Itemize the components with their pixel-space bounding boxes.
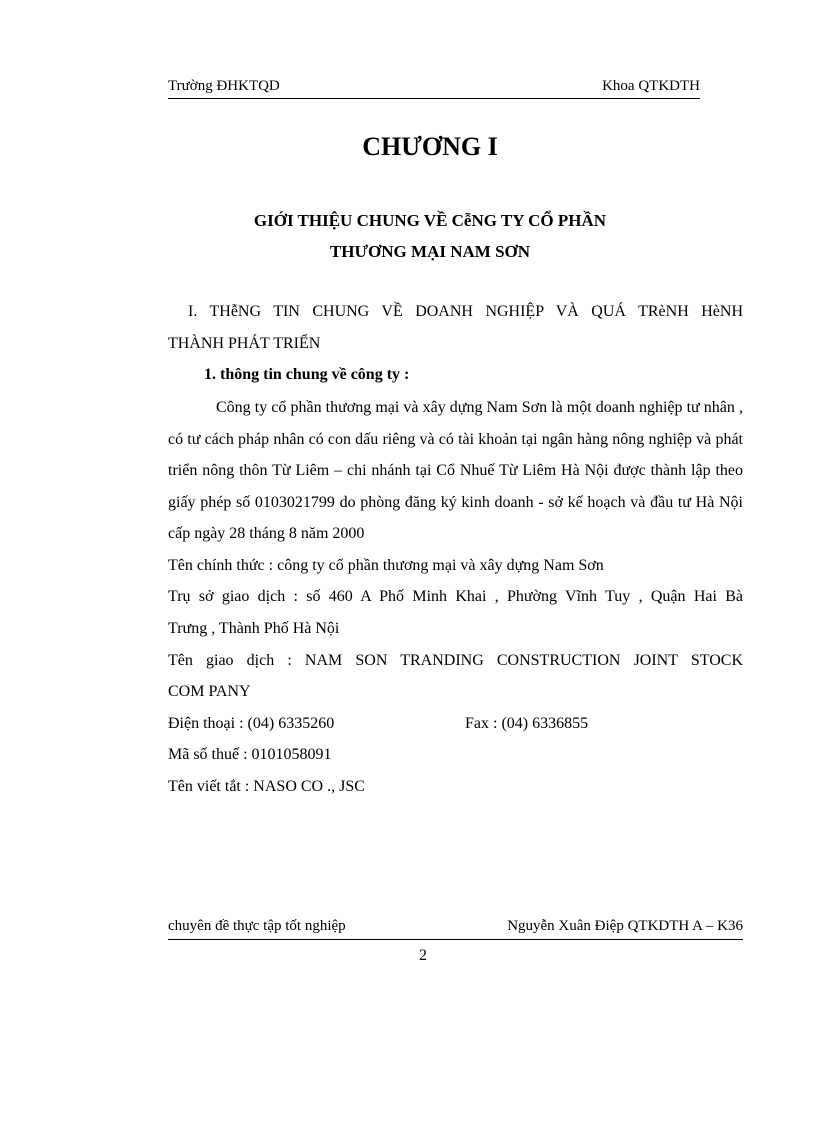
section-heading-line1: I. THễNG TIN CHUNG VỀ DOANH NGHIỆP VÀ QUÁ TRèNH HèNH <box>188 303 743 320</box>
page-header <box>168 78 700 99</box>
chapter-subtitle-line2: THƯƠNG MẠI NAM SƠN <box>329 242 531 261</box>
trade-name-line2: COM PANY <box>168 683 251 700</box>
subsection-heading: 1. thông tin chung về công ty : <box>204 366 410 383</box>
footer-author: Nguyễn Xuân Điệp QTKDTH A – K36 <box>507 918 743 934</box>
official-name-line: Tên chính thức : công ty cổ phần thương mại và xây dựng Nam Sơn <box>168 557 604 574</box>
header-school: Trường ĐHKTQD <box>168 78 280 94</box>
header-faculty: Khoa QTKDTH <box>602 78 700 94</box>
chapter-title: CHƯƠNG I <box>362 132 498 161</box>
chapter-subtitle-line1: GIỚI THIỆU CHUNG VỀ CễNG TY CỔ PHẦN <box>253 211 607 230</box>
intro-paragraph: Công ty cổ phần thương mại và xây dựng Nam Sơn là một doanh nghiệp tư nhân , có tư cách pháp nhân có con dấu riêng và có tài khoản tại ngân hàng nông nghiệp và phát triển nông thôn Từ Liêm – chi nhánh tại Cổ Nhuế Từ Liêm Hà Nội được thành lập theo giấy phép số 0103021799 do phòng đăng ký kinh doanh - sở kế hoạch và đầu tư Hà Nội cấp ngày 28 tháng 8 năm 2000 <box>168 399 743 542</box>
fax-text: Fax : (04) 6336855 <box>465 715 589 732</box>
phone-text: Điện thoại : (04) 6335260 <box>168 715 335 732</box>
address-line1: Trụ sở giao dịch : số 460 A Phố Minh Khai , Phường Vĩnh Tuy , Quận Hai Bà <box>168 588 743 605</box>
page-footer <box>168 918 743 940</box>
tax-code-line: Mã số thuế : 0101058091 <box>168 746 332 763</box>
page-number: 2 <box>419 947 427 964</box>
footer-title: chuyên đề thực tập tốt nghiệp <box>168 918 346 934</box>
short-name-line: Tên viết tắt : NASO CO ., JSC <box>168 778 365 795</box>
trade-name-line1: Tên giao dịch : NAM SON TRANDING CONSTRUCTION JOINT STOCK <box>168 652 743 669</box>
address-line2: Trưng , Thành Phố Hà Nội <box>168 620 340 637</box>
section-heading-line2: THÀNH PHÁT TRIỂN <box>168 335 321 352</box>
